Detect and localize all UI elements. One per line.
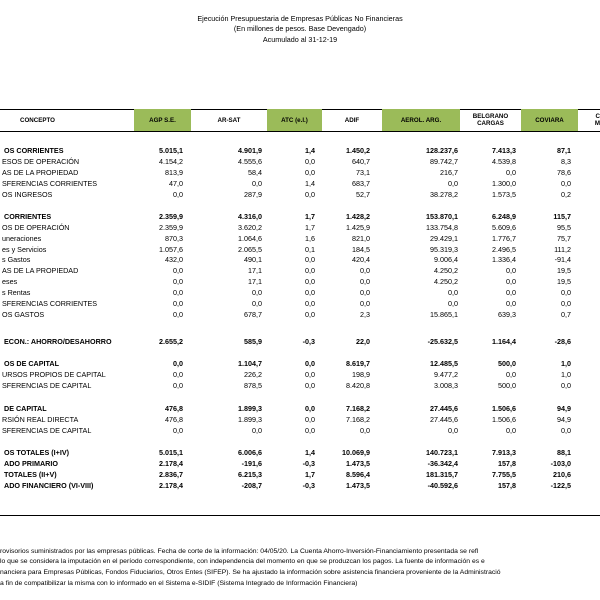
table-row bbox=[0, 234, 600, 244]
table-row bbox=[0, 310, 600, 320]
row-value: 0,0 bbox=[252, 426, 262, 435]
row-value: 198,9 bbox=[352, 370, 370, 379]
row-value: 0,0 bbox=[360, 266, 370, 275]
row-value: 1.506,6 bbox=[492, 404, 516, 413]
table-row bbox=[0, 201, 600, 211]
row-value: 2.065,5 bbox=[238, 245, 262, 254]
row-label: OS CORRIENTES bbox=[4, 146, 64, 155]
row-value: 7.168,2 bbox=[346, 404, 370, 413]
row-value: 1.899,3 bbox=[238, 415, 262, 424]
row-value: 585,9 bbox=[244, 337, 262, 346]
row-value: 0,0 bbox=[173, 359, 183, 368]
row-value: 0,0 bbox=[506, 288, 516, 297]
row-value: -208,7 bbox=[241, 481, 262, 490]
row-value: 8.619,7 bbox=[346, 359, 370, 368]
footnote-line: lo que se considera la imputación en el período correspondiente, con independencia del momento en que se produzcan los pagos. La fuente de información es e bbox=[0, 558, 485, 565]
row-value: 1,7 bbox=[305, 223, 315, 232]
row-value: 0,0 bbox=[448, 299, 458, 308]
row-label: es y Servicios bbox=[2, 245, 47, 254]
row-value: 15.865,1 bbox=[430, 310, 458, 319]
row-value: 73,1 bbox=[356, 168, 370, 177]
row-value: 1,0 bbox=[561, 370, 571, 379]
row-value: 29.429,1 bbox=[430, 234, 458, 243]
row-value: 133.754,8 bbox=[426, 223, 458, 232]
row-value: -36.342,4 bbox=[427, 459, 458, 468]
row-value: 0,0 bbox=[305, 415, 315, 424]
table-row bbox=[0, 146, 600, 156]
row-value: 8,3 bbox=[561, 157, 571, 166]
row-value: 476,8 bbox=[165, 404, 183, 413]
row-value: 0,0 bbox=[506, 168, 516, 177]
row-value: 0,0 bbox=[252, 299, 262, 308]
row-value: 432,0 bbox=[165, 255, 183, 264]
row-value: 0,0 bbox=[305, 277, 315, 286]
row-label: ADO PRIMARIO bbox=[4, 459, 58, 468]
row-label: OS GASTOS bbox=[2, 310, 45, 319]
row-value: 4.154,2 bbox=[159, 157, 183, 166]
row-label: ECON.: AHORRO/DESAHORRO bbox=[4, 337, 112, 346]
table-row bbox=[0, 179, 600, 189]
row-value: 17,1 bbox=[248, 277, 262, 286]
table-row bbox=[0, 321, 600, 331]
row-value: 1.450,2 bbox=[346, 146, 370, 155]
row-label: ADO FINANCIERO (VI-VIII) bbox=[4, 481, 94, 490]
row-value: 640,7 bbox=[352, 157, 370, 166]
row-value: 181.315,7 bbox=[426, 470, 458, 479]
row-value: 0,0 bbox=[360, 426, 370, 435]
table-row bbox=[0, 426, 600, 436]
row-value: 1.057,6 bbox=[159, 245, 183, 254]
row-value: 0,0 bbox=[506, 370, 516, 379]
table-row bbox=[0, 470, 600, 480]
row-value: 89.742,7 bbox=[430, 157, 458, 166]
row-value: 8.596,4 bbox=[346, 470, 370, 479]
row-value: 1,4 bbox=[305, 179, 315, 188]
row-value: 1,6 bbox=[305, 234, 315, 243]
row-value: -91,4 bbox=[554, 255, 571, 264]
row-value: 490,1 bbox=[244, 255, 262, 264]
row-label: AS DE LA PROPIEDAD bbox=[2, 168, 79, 177]
row-value: 4.539,8 bbox=[492, 157, 516, 166]
row-value: 4.250,2 bbox=[434, 277, 458, 286]
row-value: 5.015,1 bbox=[159, 146, 183, 155]
row-value: 678,7 bbox=[244, 310, 262, 319]
row-value: 1.428,2 bbox=[346, 212, 370, 221]
column-header: AGP S.E. bbox=[134, 109, 191, 131]
row-value: 2.359,9 bbox=[159, 223, 183, 232]
row-value: 0,0 bbox=[173, 288, 183, 297]
row-label: DE CAPITAL bbox=[4, 404, 47, 413]
row-label: AS DE LA PROPIEDAD bbox=[2, 266, 79, 275]
row-value: 0,0 bbox=[360, 288, 370, 297]
row-value: 1.300,0 bbox=[492, 179, 516, 188]
row-value: 87,1 bbox=[557, 146, 571, 155]
row-value: 5.015,1 bbox=[159, 448, 183, 457]
row-value: 0,0 bbox=[305, 381, 315, 390]
row-value: 639,3 bbox=[498, 310, 516, 319]
row-value: 500,0 bbox=[498, 381, 516, 390]
row-value: 1,0 bbox=[561, 359, 571, 368]
row-value: 75,7 bbox=[557, 234, 571, 243]
row-value: 19,5 bbox=[557, 277, 571, 286]
report-date: Acumulado al 31-12-19 bbox=[262, 35, 338, 44]
table-row bbox=[0, 392, 600, 402]
row-value: 1.899,3 bbox=[238, 404, 262, 413]
row-value: 3.620,2 bbox=[238, 223, 262, 232]
row-value: 0,0 bbox=[252, 288, 262, 297]
table-row bbox=[0, 404, 600, 414]
row-value: 1.473,5 bbox=[346, 481, 370, 490]
row-value: 4.250,2 bbox=[434, 266, 458, 275]
row-value: 0,0 bbox=[173, 310, 183, 319]
row-value: 683,7 bbox=[352, 179, 370, 188]
row-value: 1.425,9 bbox=[346, 223, 370, 232]
row-value: 0,0 bbox=[305, 310, 315, 319]
table-row bbox=[0, 245, 600, 255]
row-value: 226,2 bbox=[244, 370, 262, 379]
row-value: 0,0 bbox=[506, 299, 516, 308]
table-row bbox=[0, 359, 600, 369]
row-value: 95,5 bbox=[557, 223, 571, 232]
row-value: -0,3 bbox=[302, 459, 315, 468]
row-value: 111,2 bbox=[554, 245, 571, 254]
row-value: 2,3 bbox=[360, 310, 370, 319]
row-value: 1.506,6 bbox=[492, 415, 516, 424]
row-value: 88,1 bbox=[557, 448, 571, 457]
row-value: 210,6 bbox=[553, 470, 571, 479]
row-value: 0,0 bbox=[173, 299, 183, 308]
row-value: 6.006,6 bbox=[238, 448, 262, 457]
table-row bbox=[0, 212, 600, 222]
row-value: 128.237,6 bbox=[426, 146, 458, 155]
row-value: 4.316,0 bbox=[238, 212, 262, 221]
row-label: ESOS DE OPERACIÓN bbox=[2, 157, 80, 166]
row-value: 9.006,4 bbox=[434, 255, 458, 264]
column-header: AR-SAT bbox=[217, 116, 241, 124]
table-bottom-rule bbox=[0, 515, 600, 516]
row-value: 0,2 bbox=[561, 190, 571, 199]
row-value: 10.069,9 bbox=[342, 448, 370, 457]
row-value: 0,0 bbox=[305, 404, 315, 413]
row-value: 2.836,7 bbox=[159, 470, 183, 479]
row-value: 5.609,6 bbox=[492, 223, 516, 232]
table-row bbox=[0, 168, 600, 178]
column-header: COVIARA bbox=[521, 109, 578, 131]
row-value: 4.555,6 bbox=[238, 157, 262, 166]
row-value: 140.723,1 bbox=[426, 448, 458, 457]
row-value: 870,3 bbox=[165, 234, 183, 243]
row-value: 0,0 bbox=[173, 266, 183, 275]
row-value: 0,1 bbox=[305, 245, 315, 254]
row-value: 500,0 bbox=[498, 359, 516, 368]
table-row bbox=[0, 266, 600, 276]
table-row bbox=[0, 481, 600, 491]
column-header: ADIF bbox=[344, 116, 360, 124]
concept-header: CONCEPTO bbox=[20, 116, 55, 124]
row-value: 4.901,9 bbox=[238, 146, 262, 155]
row-value: 1.473,5 bbox=[346, 459, 370, 468]
row-value: 0,0 bbox=[305, 157, 315, 166]
row-value: -40.592,6 bbox=[427, 481, 458, 490]
row-value: 0,7 bbox=[561, 310, 571, 319]
row-value: 0,0 bbox=[561, 381, 571, 390]
row-label: TOTALES (II+V) bbox=[4, 470, 57, 479]
row-label: s Rentas bbox=[2, 288, 31, 297]
row-value: 7.755,5 bbox=[492, 470, 516, 479]
row-value: 1.573,5 bbox=[492, 190, 516, 199]
row-value: 115,7 bbox=[553, 212, 571, 221]
table-row bbox=[0, 415, 600, 425]
row-label: eses bbox=[2, 277, 18, 286]
row-label: OS TOTALES (I+IV) bbox=[4, 448, 70, 457]
row-label: SFERENCIAS DE CAPITAL bbox=[2, 381, 92, 390]
row-value: 2.178,4 bbox=[159, 459, 183, 468]
row-value: 0,0 bbox=[173, 277, 183, 286]
row-value: 0,0 bbox=[305, 370, 315, 379]
row-value: -122,5 bbox=[550, 481, 571, 490]
row-value: 1.104,7 bbox=[238, 359, 262, 368]
row-value: 1.064,6 bbox=[238, 234, 262, 243]
row-value: 94,9 bbox=[557, 415, 571, 424]
column-header: C M bbox=[594, 113, 600, 127]
row-value: 6.215,3 bbox=[238, 470, 262, 479]
table-row bbox=[0, 459, 600, 469]
row-value: 0,0 bbox=[173, 190, 183, 199]
table-row bbox=[0, 255, 600, 265]
row-value: 0,0 bbox=[561, 288, 571, 297]
row-value: 0,0 bbox=[173, 370, 183, 379]
row-value: 7.168,2 bbox=[346, 415, 370, 424]
row-value: 1,7 bbox=[305, 212, 315, 221]
row-value: 2.496,5 bbox=[492, 245, 516, 254]
table-row bbox=[0, 370, 600, 380]
row-value: 19,5 bbox=[557, 266, 571, 275]
row-value: -28,6 bbox=[554, 337, 571, 346]
row-value: 0,0 bbox=[506, 426, 516, 435]
table-row bbox=[0, 299, 600, 309]
table-row bbox=[0, 157, 600, 167]
row-value: 8.420,8 bbox=[346, 381, 370, 390]
row-value: 7.413,3 bbox=[492, 146, 516, 155]
row-value: 0,0 bbox=[305, 359, 315, 368]
row-value: -191,6 bbox=[241, 459, 262, 468]
row-value: -0,3 bbox=[302, 481, 315, 490]
row-value: 2.178,4 bbox=[159, 481, 183, 490]
footnote-line: a fin de compatibilizar la misma con lo informado en el Sistema e-SIDIF (Sistema Integrado de Información Financiera) bbox=[0, 580, 358, 587]
row-value: 420,4 bbox=[352, 255, 370, 264]
budget-table bbox=[0, 109, 600, 509]
row-label: URSOS PROPIOS DE CAPITAL bbox=[2, 370, 106, 379]
row-value: 0,0 bbox=[506, 277, 516, 286]
table-row bbox=[0, 337, 600, 347]
row-value: 0,0 bbox=[305, 426, 315, 435]
row-value: 0,0 bbox=[506, 266, 516, 275]
row-value: 38.278,2 bbox=[430, 190, 458, 199]
row-label: RSIÓN REAL DIRECTA bbox=[2, 415, 79, 424]
row-value: 0,0 bbox=[561, 426, 571, 435]
row-value: 94,9 bbox=[557, 404, 571, 413]
row-label: SFERENCIAS DE CAPITAL bbox=[2, 426, 92, 435]
row-value: 6.248,9 bbox=[492, 212, 516, 221]
row-value: 0,0 bbox=[305, 190, 315, 199]
row-value: 0,0 bbox=[561, 179, 571, 188]
row-value: 813,9 bbox=[165, 168, 183, 177]
row-value: 0,0 bbox=[305, 299, 315, 308]
table-row bbox=[0, 437, 600, 447]
row-label: OS INGRESOS bbox=[2, 190, 53, 199]
row-value: 0,0 bbox=[448, 288, 458, 297]
row-value: 157,8 bbox=[498, 459, 516, 468]
row-value: 2.359,9 bbox=[159, 212, 183, 221]
row-value: 27.445,6 bbox=[430, 415, 458, 424]
row-value: 78,6 bbox=[557, 168, 571, 177]
row-value: 476,8 bbox=[165, 415, 183, 424]
row-value: 7.913,3 bbox=[492, 448, 516, 457]
row-value: -25.632,5 bbox=[427, 337, 458, 346]
row-value: 878,5 bbox=[244, 381, 262, 390]
table-row bbox=[0, 223, 600, 233]
row-value: 0,0 bbox=[360, 299, 370, 308]
row-label: SFERENCIAS CORRIENTES bbox=[2, 179, 98, 188]
row-value: 12.485,5 bbox=[430, 359, 458, 368]
row-label: OS DE OPERACIÓN bbox=[2, 223, 70, 232]
row-value: 52,7 bbox=[356, 190, 370, 199]
table-row bbox=[0, 288, 600, 298]
row-value: 0,0 bbox=[305, 288, 315, 297]
row-value: 1.164,4 bbox=[492, 337, 516, 346]
row-value: -0,3 bbox=[302, 337, 315, 346]
row-value: 9.477,2 bbox=[434, 370, 458, 379]
row-label: OS DE CAPITAL bbox=[4, 359, 59, 368]
row-label: s Gastos bbox=[2, 255, 31, 264]
row-value: 1,4 bbox=[305, 448, 315, 457]
table-header-row bbox=[0, 109, 600, 131]
row-value: 22,0 bbox=[356, 337, 370, 346]
row-value: 0,0 bbox=[360, 277, 370, 286]
row-value: 1.776,7 bbox=[492, 234, 516, 243]
table-header-rule bbox=[0, 131, 600, 132]
column-header: BELGRANO CARGAS bbox=[472, 113, 509, 127]
row-value: 287,9 bbox=[244, 190, 262, 199]
row-value: 1,7 bbox=[305, 470, 315, 479]
row-value: 1.336,4 bbox=[492, 255, 516, 264]
row-value: 216,7 bbox=[440, 168, 458, 177]
report-title: Ejecución Presupuestaria de Empresas Públicas No Financieras bbox=[197, 14, 403, 23]
column-header: AEROL. ARG. bbox=[382, 109, 460, 131]
footnote-line: rovisorios suministrados por las empresas públicas. Fecha de corte de la información: 04/05/20. La Cuenta Ahorro-Inversión-Financiamiento presentada se refl bbox=[0, 548, 479, 555]
row-value: 0,0 bbox=[305, 255, 315, 264]
row-value: 47,0 bbox=[169, 179, 183, 188]
row-value: 0,0 bbox=[173, 381, 183, 390]
table-row bbox=[0, 448, 600, 458]
table-row bbox=[0, 190, 600, 200]
row-label: CORRIENTES bbox=[4, 212, 52, 221]
row-value: 821,0 bbox=[352, 234, 370, 243]
report-subtitle: (En millones de pesos. Base Devengado) bbox=[233, 24, 367, 33]
row-value: 0,0 bbox=[305, 168, 315, 177]
column-header: ATC (e.l.) bbox=[267, 109, 322, 131]
row-value: 0,0 bbox=[305, 266, 315, 275]
row-value: 17,1 bbox=[248, 266, 262, 275]
row-value: 58,4 bbox=[248, 168, 262, 177]
row-value: 0,0 bbox=[448, 426, 458, 435]
row-value: 153.870,1 bbox=[426, 212, 458, 221]
row-value: 27.445,6 bbox=[430, 404, 458, 413]
row-value: 0,0 bbox=[173, 426, 183, 435]
row-label: uneraciones bbox=[2, 234, 42, 243]
row-value: 184,5 bbox=[352, 245, 370, 254]
row-value: 1,4 bbox=[305, 146, 315, 155]
row-value: 0,0 bbox=[561, 299, 571, 308]
row-value: 3.008,3 bbox=[434, 381, 458, 390]
row-value: 0,0 bbox=[252, 179, 262, 188]
row-value: 95.319,3 bbox=[430, 245, 458, 254]
row-value: 157,8 bbox=[498, 481, 516, 490]
table-row bbox=[0, 277, 600, 287]
table-row bbox=[0, 381, 600, 391]
row-value: 2.655,2 bbox=[159, 337, 183, 346]
row-value: -103,0 bbox=[550, 459, 571, 468]
row-value: 0,0 bbox=[448, 179, 458, 188]
row-label: SFERENCIAS CORRIENTES bbox=[2, 299, 98, 308]
footnote-line: nanciera para Empresas Públicas, Fondos Fiduciarios, Otros Entes (SIFEP). Se ha ajustado la información sobre asistencia financiera proveniente de la Administració bbox=[0, 569, 501, 576]
